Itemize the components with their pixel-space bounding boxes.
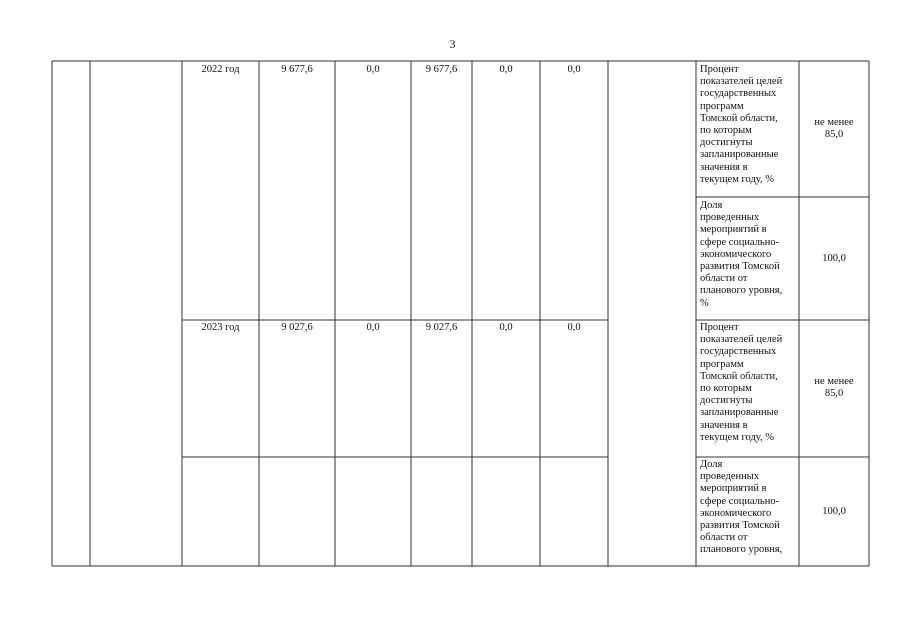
- year-2022: 2022 год: [201, 64, 240, 75]
- total-2022: 9 677,6: [281, 64, 313, 75]
- total-2023: 9 027,6: [281, 322, 313, 333]
- regional-2022: 9 677,6: [425, 64, 458, 75]
- local-2023: 0,0: [499, 322, 513, 333]
- indicator-2023-2: Доля проведенных мероприятий в сфере социально- экономического развития Томской области от планового уровня,: [700, 459, 783, 556]
- other-2022: 0,0: [567, 64, 581, 75]
- value-2023-1: не менее 85,0: [814, 376, 854, 400]
- value-2022-1: не менее 85,0: [814, 117, 854, 141]
- indicator-2023-1: Процент показателей целей государственных программ Томской области, по которым достигнуты запланированные значения в текущем году, %: [700, 322, 783, 443]
- local-2022: 0,0: [499, 64, 513, 75]
- other-2023: 0,0: [567, 322, 581, 333]
- federal-2023: 0,0: [366, 322, 380, 333]
- value-2022-2: 100,0: [822, 253, 846, 264]
- year-2023: 2023 год: [201, 322, 240, 333]
- indicator-2022-2: Доля проведенных мероприятий в сфере социально- экономического развития Томской области от планового уровня, %: [700, 200, 783, 309]
- federal-2022: 0,0: [366, 64, 380, 75]
- value-2023-2: 100,0: [822, 506, 846, 517]
- indicator-2022-1: Процент показателей целей государственных программ Томской области, по которым достигнуты запланированные значения в текущем году, %: [700, 64, 783, 185]
- page-number: 3: [449, 37, 456, 51]
- regional-2023: 9 027,6: [425, 322, 458, 333]
